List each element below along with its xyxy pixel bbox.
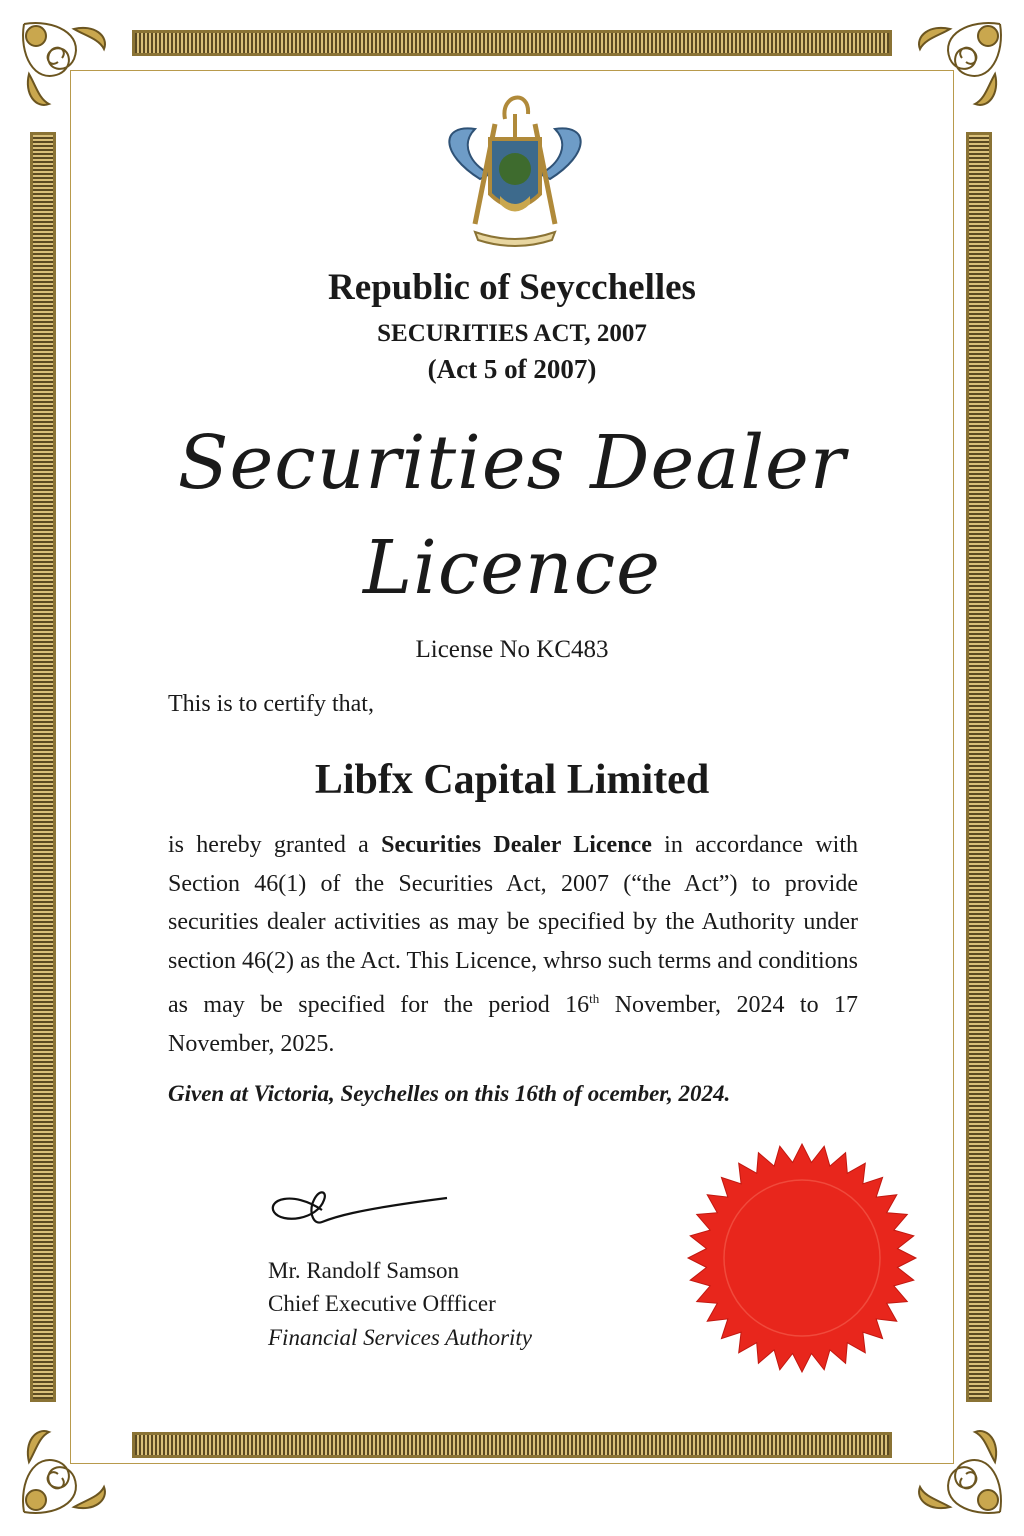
corner-ornament-bottom-right	[900, 1412, 1010, 1522]
republic-heading: Republic of Seycchelles	[328, 267, 696, 308]
signatory-title: Chief Executive Offficer	[268, 1291, 496, 1316]
license-number: License No KC483	[415, 636, 609, 663]
company-name: Libfx Capital Limited	[314, 757, 710, 803]
corner-ornament-top-left	[14, 14, 124, 124]
body-text-part: is hereby granted a	[168, 832, 382, 858]
coat-of-arms-emblem	[420, 84, 610, 254]
red-seal	[684, 1140, 920, 1376]
body-text-part: in accordance with Section 46(1) of the Securities Act, 2007 (“the Act”) to provide securities dealer activities as may be specified by the Authority under section 46(2) as the Act. This Licence, whrso such terms and conditions as may be specified for the period 16	[168, 832, 858, 1018]
given-at-text: Given at Victoria, Seychelles on this 16th of ocember, 2024.	[168, 1081, 731, 1106]
license-body-text	[168, 826, 858, 1063]
certificate-title-line2: Licence	[363, 525, 661, 611]
certify-text: This is to certify that,	[168, 691, 374, 717]
corner-ornament-top-right	[900, 14, 1010, 124]
body-text-sup: th	[589, 991, 600, 1006]
signatory-organization: Financial Services Authority	[268, 1325, 533, 1350]
border-top	[132, 30, 892, 56]
act-number: (Act 5 of 2007)	[427, 354, 597, 384]
corner-ornament-bottom-left	[14, 1412, 124, 1522]
signatory-name: Mr. Randolf Samson	[268, 1258, 460, 1283]
act-heading: SECURITIES ACT, 2007	[377, 320, 647, 347]
signature	[262, 1180, 462, 1240]
certificate-title-line1: Securities Dealer	[177, 420, 847, 506]
body-text-part: November, 2024 to 17 November, 2025.	[168, 992, 858, 1057]
body-text-bold: Securities Dealer Licence	[381, 832, 652, 858]
